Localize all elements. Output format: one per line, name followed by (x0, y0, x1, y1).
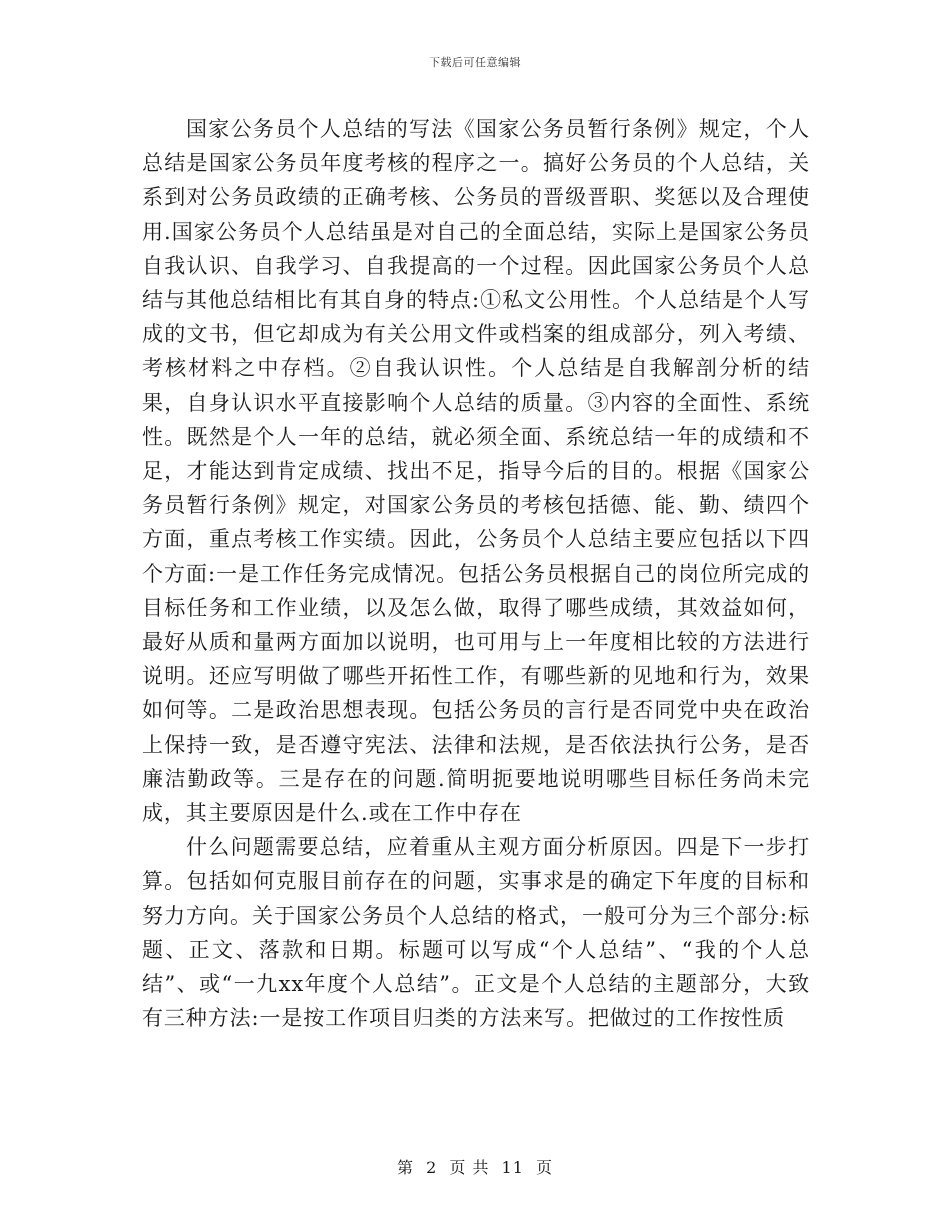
footer-prefix: 第 (396, 1158, 414, 1177)
current-page-number: 2 (426, 1158, 438, 1177)
paragraph-1: 国家公务员个人总结的写法《国家公务员暂行条例》规定，个人总结是国家公务员年度考核的程序之一。搞好公务员的个人总结，关系到对公务员政绩的正确考核、公务员的晋级晋职、奖惩以及合理使用.国家公务员个人总结虽是对自己的全面总结，实际上是国家公务员自我认识、自我学习、自我提高的一个过程。因此国家公务员个人总结与其他总结相比有其自身的特点:①私文公用性。个人总结是个人写成的文书，但它却成为有关公用文件或档案的组成部分，列入考绩、考核材料之中存档。②自我认识性。个人总结是自我解剖分析的结果，自身认识水平直接影响个人总结的质量。③内容的全面性、系统性。既然是个人一年的总结，就必须全面、系统总结一年的成绩和不足，才能达到肯定成绩、找出不足，指导今后的目的。根据《国家公务员暂行条例》规定，对国家公务员的考核包括德、能、勤、绩四个方面，重点考核工作实绩。因此，公务员个人总结主要应包括以下四个方面:一是工作任务完成情况。包括公务员根据自己的岗位所完成的目标任务和工作业绩，以及怎么做，取得了哪些成绩，其效益如何，最好从质和量两方面加以说明，也可用与上一年度相比较的方法进行说明。还应写明做了哪些开拓性工作，有哪些新的见地和行为，效果如何等。二是政治思想表现。包括公务员的言行是否同党中央在政治上保持一致，是否遵守宪法、法律和法规，是否依法执行公务，是否廉洁勤政等。三是存在的问题.简明扼要地说明哪些目标任务尚未完成，其主要原因是什么.或在工作中存在 (142, 117, 810, 826)
total-page-count: 11 (501, 1158, 524, 1177)
document-body (142, 112, 810, 1035)
paragraph-2: 什么问题需要总结，应着重从主观方面分析原因。四是下一步打算。包括如何克服目前存在的问题，实事求是的确定下年度的目标和努力方向。关于国家公务员个人总结的格式，一般可分为三个部分:标题、正文、落款和日期。标题可以写成“个人总结”、“我的个人总结”、或“一九xx年度个人总结”。正文是个人总结的主题部分，大致有三种方法:一是按工作项目归类的方法来写。把做过的工作按性质 (142, 835, 810, 1031)
footer-middle: 页 共 (449, 1158, 490, 1177)
footer-suffix: 页 (536, 1158, 554, 1177)
page-footer (0, 1155, 950, 1178)
page-header: 下载后可任意编辑 (429, 56, 521, 69)
